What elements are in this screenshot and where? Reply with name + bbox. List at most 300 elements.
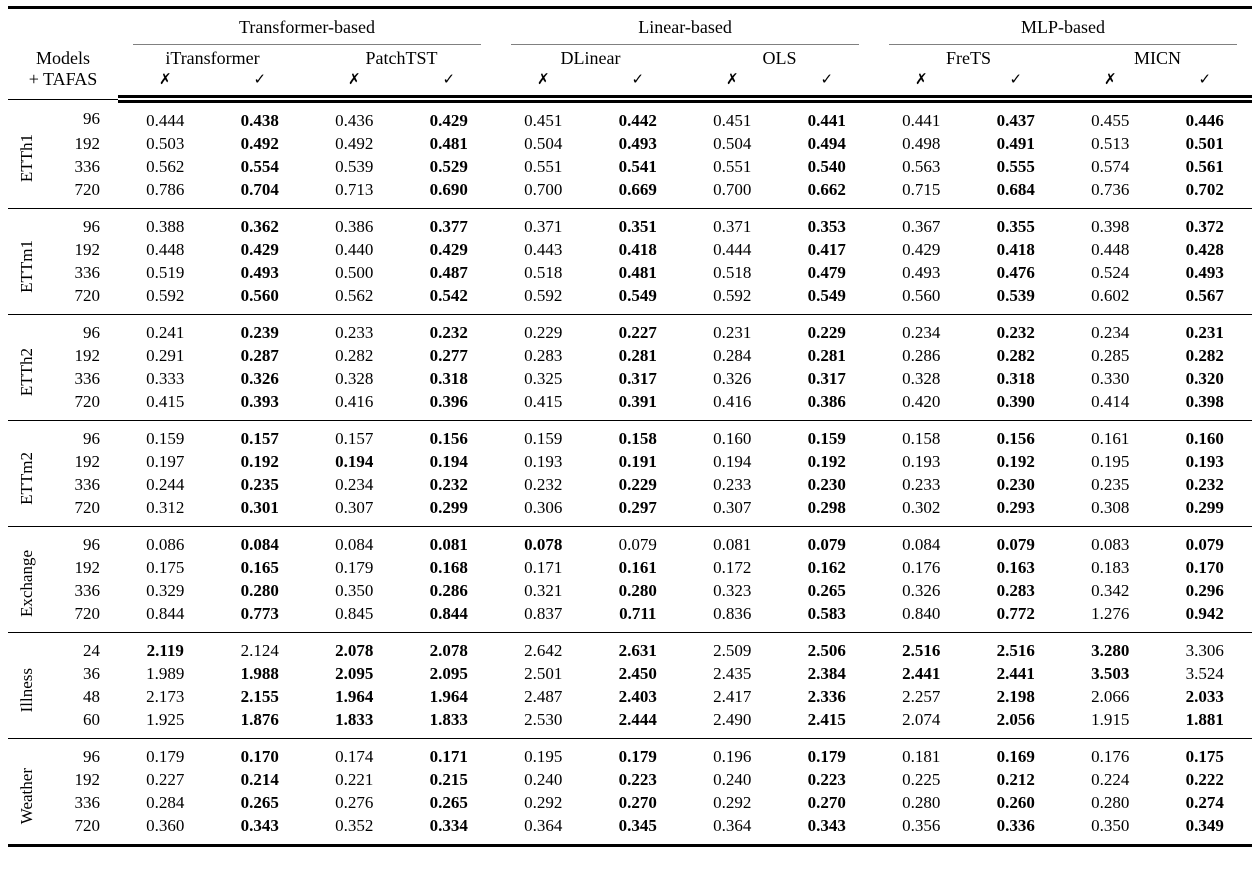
group-header-row — [8, 8, 1252, 47]
value-cell: 0.301 — [240, 498, 279, 517]
horizon-cell: 336 — [74, 475, 100, 494]
value-cell: 2.506 — [807, 641, 846, 660]
horizon-cell: 96 — [83, 429, 100, 448]
value-cell: 2.631 — [618, 641, 657, 660]
value-cell: 3.524 — [1185, 664, 1224, 683]
table-row — [8, 239, 1252, 262]
value-cell: 0.230 — [807, 475, 846, 494]
value-cell: 0.179 — [807, 747, 846, 766]
table-row — [8, 156, 1252, 179]
value-cell: 0.690 — [429, 180, 468, 199]
value-cell: 0.360 — [146, 816, 185, 835]
value-cell: 0.583 — [807, 604, 846, 623]
value-cell: 0.444 — [713, 240, 752, 259]
value-cell: 0.551 — [713, 157, 752, 176]
value-cell: 0.214 — [240, 770, 279, 789]
value-cell: 0.232 — [996, 323, 1035, 342]
value-cell: 0.224 — [1091, 770, 1130, 789]
horizon-cell: 336 — [74, 157, 100, 176]
value-cell: 2.336 — [807, 687, 846, 706]
dataset-group-ettm1 — [8, 209, 1252, 315]
value-cell: 0.323 — [713, 581, 752, 600]
value-cell: 0.342 — [1091, 581, 1130, 600]
value-cell: 0.592 — [146, 286, 185, 305]
value-cell: 0.592 — [524, 286, 563, 305]
table-row — [8, 580, 1252, 603]
value-cell: 0.170 — [1185, 558, 1224, 577]
value-cell: 0.493 — [1185, 263, 1224, 282]
value-cell: 0.293 — [996, 498, 1035, 517]
value-cell: 0.171 — [429, 747, 468, 766]
value-cell: 2.642 — [524, 641, 563, 660]
value-cell: 0.307 — [335, 498, 374, 517]
table-row — [8, 709, 1252, 739]
value-cell: 0.232 — [429, 475, 468, 494]
value-cell: 1.833 — [335, 710, 374, 729]
horizon-cell: 720 — [74, 180, 100, 199]
value-cell: 0.171 — [524, 558, 563, 577]
value-cell: 0.265 — [807, 581, 846, 600]
value-cell: 0.386 — [807, 392, 846, 411]
model-header-itransformer: iTransformer — [165, 48, 260, 68]
value-cell: 0.845 — [335, 604, 374, 623]
value-cell: 0.280 — [1091, 793, 1130, 812]
value-cell: 2.078 — [335, 641, 374, 660]
table-row — [8, 315, 1252, 345]
value-cell: 0.277 — [429, 346, 468, 365]
value-cell: 0.179 — [335, 558, 374, 577]
value-cell: 0.326 — [713, 369, 752, 388]
horizon-cell: 192 — [74, 770, 100, 789]
value-cell: 2.487 — [524, 687, 563, 706]
group-label: Transformer-based — [239, 17, 375, 37]
value-cell: 2.501 — [524, 664, 563, 683]
value-cell: 0.451 — [524, 111, 563, 130]
value-cell: 0.231 — [1185, 323, 1224, 342]
value-cell: 0.086 — [146, 535, 185, 554]
value-cell: 0.156 — [996, 429, 1035, 448]
horizon-cell: 336 — [74, 581, 100, 600]
dataset-label: ETTh2 — [17, 347, 36, 397]
value-cell: 0.377 — [429, 217, 468, 236]
value-cell: 0.504 — [713, 134, 752, 153]
group-header-transformer-based — [118, 8, 496, 47]
value-cell: 0.844 — [146, 604, 185, 623]
horizon-cell: 336 — [74, 263, 100, 282]
value-cell: 0.276 — [335, 793, 374, 812]
value-cell: 0.561 — [1185, 157, 1224, 176]
value-cell: 0.351 — [618, 217, 657, 236]
value-cell: 0.529 — [429, 157, 468, 176]
value-cell: 0.265 — [240, 793, 279, 812]
table-row — [8, 391, 1252, 421]
horizon-cell: 96 — [83, 747, 100, 766]
value-cell: 0.172 — [713, 558, 752, 577]
value-cell: 0.181 — [902, 747, 941, 766]
horizon-cell: 192 — [74, 558, 100, 577]
value-cell: 2.516 — [996, 641, 1035, 660]
value-cell: 0.081 — [429, 535, 468, 554]
value-cell: 0.192 — [807, 452, 846, 471]
horizon-cell: 720 — [74, 498, 100, 517]
value-cell: 0.415 — [146, 392, 185, 411]
value-cell: 0.265 — [429, 793, 468, 812]
value-cell: 0.222 — [1185, 770, 1224, 789]
value-cell: 0.418 — [618, 240, 657, 259]
value-cell: 0.362 — [240, 217, 279, 236]
value-cell: 0.183 — [1091, 558, 1130, 577]
value-cell: 0.318 — [429, 369, 468, 388]
results-table — [8, 6, 1252, 847]
value-cell: 0.418 — [996, 240, 1035, 259]
value-cell: 0.349 — [1185, 816, 1224, 835]
value-cell: 0.298 — [807, 498, 846, 517]
value-cell: 0.398 — [1091, 217, 1130, 236]
table-row — [8, 262, 1252, 285]
value-cell: 0.326 — [902, 581, 941, 600]
value-cell: 0.493 — [618, 134, 657, 153]
value-cell: 0.448 — [146, 240, 185, 259]
value-cell: 0.479 — [807, 263, 846, 282]
value-cell: 0.079 — [807, 535, 846, 554]
value-cell: 0.700 — [713, 180, 752, 199]
value-cell: 2.384 — [807, 664, 846, 683]
value-cell: 0.702 — [1185, 180, 1224, 199]
value-cell: 0.567 — [1185, 286, 1224, 305]
value-cell: 0.711 — [619, 604, 657, 623]
with-tafas-icon: ✓ — [969, 70, 1064, 99]
value-cell: 0.225 — [902, 770, 941, 789]
model-header-dlinear: DLinear — [560, 48, 621, 68]
value-cell: 0.281 — [807, 346, 846, 365]
value-cell: 0.215 — [429, 770, 468, 789]
table-row — [8, 179, 1252, 209]
value-cell: 0.429 — [240, 240, 279, 259]
value-cell: 0.306 — [524, 498, 563, 517]
group-header-linear-based — [496, 8, 874, 47]
value-cell: 0.292 — [524, 793, 563, 812]
value-cell: 0.232 — [524, 475, 563, 494]
value-cell: 0.280 — [618, 581, 657, 600]
value-cell: 0.326 — [240, 369, 279, 388]
value-cell: 0.229 — [618, 475, 657, 494]
horizon-cell: 36 — [83, 664, 100, 683]
value-cell: 1.925 — [146, 710, 185, 729]
value-cell: 0.662 — [807, 180, 846, 199]
value-cell: 2.198 — [996, 687, 1035, 706]
value-cell: 0.084 — [335, 535, 374, 554]
dataset-label: ETTh1 — [17, 134, 36, 183]
value-cell: 0.343 — [807, 816, 846, 835]
value-cell: 2.450 — [618, 664, 657, 683]
value-cell: 0.291 — [146, 346, 185, 365]
no-tafas-icon: ✗ — [685, 70, 780, 99]
value-cell: 0.084 — [240, 535, 279, 554]
value-cell: 0.518 — [713, 263, 752, 282]
horizon-cell: 96 — [83, 217, 100, 236]
value-cell: 2.403 — [618, 687, 657, 706]
no-tafas-icon: ✗ — [496, 70, 591, 99]
value-cell: 0.193 — [902, 452, 941, 471]
value-cell: 0.704 — [240, 180, 279, 199]
horizon-cell: 24 — [83, 641, 100, 660]
horizon-cell: 336 — [74, 369, 100, 388]
value-cell: 0.270 — [807, 793, 846, 812]
table-row — [8, 368, 1252, 391]
horizon-cell: 720 — [74, 604, 100, 623]
dataset-label: ETTm1 — [17, 239, 36, 293]
table-row — [8, 527, 1252, 557]
value-cell: 0.539 — [996, 286, 1035, 305]
value-cell: 0.772 — [996, 604, 1035, 623]
value-cell: 0.503 — [146, 134, 185, 153]
value-cell: 0.081 — [713, 535, 752, 554]
value-cell: 0.078 — [524, 535, 563, 554]
value-cell: 0.299 — [1185, 498, 1224, 517]
value-cell: 0.442 — [618, 111, 657, 130]
value-cell: 0.481 — [618, 263, 657, 282]
value-cell: 0.223 — [618, 770, 657, 789]
value-cell: 0.169 — [996, 747, 1035, 766]
value-cell: 1.881 — [1185, 710, 1224, 729]
value-cell: 0.786 — [146, 180, 185, 199]
with-tafas-icon: ✓ — [780, 70, 875, 99]
value-cell: 0.554 — [240, 157, 279, 176]
value-cell: 0.317 — [807, 369, 846, 388]
value-cell: 0.223 — [807, 770, 846, 789]
value-cell: 0.451 — [713, 111, 752, 130]
value-cell: 0.192 — [240, 452, 279, 471]
model-header-frets: FreTS — [946, 48, 992, 68]
value-cell: 0.227 — [146, 770, 185, 789]
value-cell: 0.334 — [429, 816, 468, 835]
value-cell: 0.498 — [902, 134, 941, 153]
value-cell: 0.356 — [902, 816, 941, 835]
value-cell: 0.195 — [1091, 452, 1130, 471]
with-tafas-icon: ✓ — [213, 70, 308, 99]
value-cell: 0.240 — [524, 770, 563, 789]
value-cell: 0.270 — [618, 793, 657, 812]
value-cell: 0.175 — [1185, 747, 1224, 766]
value-cell: 0.176 — [902, 558, 941, 577]
value-cell: 0.320 — [1185, 369, 1224, 388]
value-cell: 0.684 — [996, 180, 1035, 199]
value-cell: 0.274 — [1185, 793, 1224, 812]
dataset-group-etth2 — [8, 315, 1252, 421]
value-cell: 0.416 — [713, 392, 752, 411]
value-cell: 0.492 — [240, 134, 279, 153]
value-cell: 0.493 — [902, 263, 941, 282]
value-cell: 0.292 — [713, 793, 752, 812]
value-cell: 0.386 — [335, 217, 374, 236]
value-cell: 0.234 — [335, 475, 374, 494]
dataset-label: ETTm2 — [17, 451, 36, 505]
value-cell: 1.988 — [240, 664, 279, 683]
dataset-group-illness — [8, 633, 1252, 739]
value-cell: 0.283 — [524, 346, 563, 365]
value-cell: 0.840 — [902, 604, 941, 623]
value-cell: 0.429 — [902, 240, 941, 259]
value-cell: 2.435 — [713, 664, 752, 683]
value-cell: 3.503 — [1091, 664, 1130, 683]
value-cell: 0.420 — [902, 392, 941, 411]
value-cell: 2.095 — [429, 664, 468, 683]
value-cell: 0.549 — [618, 286, 657, 305]
group-underline — [889, 44, 1237, 45]
value-cell: 2.033 — [1185, 687, 1224, 706]
value-cell: 0.163 — [996, 558, 1035, 577]
value-cell: 0.196 — [713, 747, 752, 766]
value-cell: 0.241 — [146, 323, 185, 342]
models-label-line2: + TAFAS — [28, 68, 98, 89]
value-cell: 0.230 — [996, 475, 1035, 494]
value-cell: 0.364 — [713, 816, 752, 835]
value-cell: 0.487 — [429, 263, 468, 282]
horizon-cell: 96 — [83, 323, 100, 342]
value-cell: 0.429 — [429, 111, 468, 130]
table-row — [8, 209, 1252, 239]
dataset-group-exchange — [8, 527, 1252, 633]
value-cell: 2.056 — [996, 710, 1035, 729]
table-row — [8, 603, 1252, 633]
value-cell: 0.321 — [524, 581, 563, 600]
value-cell: 0.317 — [618, 369, 657, 388]
dataset-group-etth1 — [8, 99, 1252, 209]
value-cell: 0.285 — [1091, 346, 1130, 365]
value-cell: 2.530 — [524, 710, 563, 729]
paper-table-figure — [8, 6, 1252, 847]
value-cell: 0.602 — [1091, 286, 1130, 305]
value-cell: 0.476 — [996, 263, 1035, 282]
value-cell: 0.836 — [713, 604, 752, 623]
value-cell: 0.176 — [1091, 747, 1130, 766]
value-cell: 2.119 — [146, 641, 184, 660]
value-cell: 0.481 — [429, 134, 468, 153]
models-label-line1: Models — [36, 47, 90, 68]
value-cell: 0.444 — [146, 111, 185, 130]
value-cell: 0.159 — [524, 429, 563, 448]
value-cell: 0.194 — [713, 452, 752, 471]
table-row — [8, 663, 1252, 686]
table-row — [8, 285, 1252, 315]
value-cell: 0.562 — [146, 157, 185, 176]
value-cell: 0.539 — [335, 157, 374, 176]
value-cell: 0.700 — [524, 180, 563, 199]
value-cell: 0.158 — [902, 429, 941, 448]
value-cell: 0.244 — [146, 475, 185, 494]
value-cell: 0.440 — [335, 240, 374, 259]
value-cell: 0.415 — [524, 392, 563, 411]
value-cell: 1.876 — [240, 710, 279, 729]
value-cell: 0.736 — [1091, 180, 1130, 199]
value-cell: 0.390 — [996, 392, 1035, 411]
value-cell: 0.194 — [335, 452, 374, 471]
value-cell: 0.513 — [1091, 134, 1130, 153]
value-cell: 0.942 — [1185, 604, 1224, 623]
value-cell: 0.353 — [807, 217, 846, 236]
value-cell: 2.078 — [429, 641, 468, 660]
value-cell: 0.179 — [618, 747, 657, 766]
value-cell: 0.669 — [618, 180, 657, 199]
value-cell: 0.437 — [996, 111, 1035, 130]
horizon-cell: 60 — [83, 710, 100, 729]
table-row — [8, 421, 1252, 451]
value-cell: 0.227 — [618, 323, 657, 342]
value-cell: 0.367 — [902, 217, 941, 236]
value-cell: 0.233 — [902, 475, 941, 494]
value-cell: 0.168 — [429, 558, 468, 577]
value-cell: 2.441 — [996, 664, 1035, 683]
value-cell: 0.391 — [618, 392, 657, 411]
value-cell: 0.560 — [902, 286, 941, 305]
value-cell: 0.234 — [1091, 323, 1130, 342]
value-cell: 0.773 — [240, 604, 279, 623]
value-cell: 0.307 — [713, 498, 752, 517]
value-cell: 1.833 — [429, 710, 468, 729]
value-cell: 2.173 — [146, 687, 185, 706]
value-cell: 0.280 — [902, 793, 941, 812]
value-cell: 0.284 — [713, 346, 752, 365]
value-cell: 3.306 — [1185, 641, 1224, 660]
value-cell: 0.837 — [524, 604, 563, 623]
value-cell: 0.297 — [618, 498, 657, 517]
horizon-cell: 48 — [83, 687, 100, 706]
value-cell: 0.161 — [1091, 429, 1130, 448]
value-cell: 0.221 — [335, 770, 374, 789]
table-row — [8, 497, 1252, 527]
value-cell: 0.282 — [996, 346, 1035, 365]
table-row — [8, 815, 1252, 846]
value-cell: 2.074 — [902, 710, 941, 729]
horizon-cell: 720 — [74, 816, 100, 835]
value-cell: 0.193 — [524, 452, 563, 471]
value-cell: 0.371 — [713, 217, 752, 236]
value-cell: 0.715 — [902, 180, 941, 199]
value-cell: 0.446 — [1185, 111, 1224, 130]
value-cell: 0.079 — [1185, 535, 1224, 554]
value-cell: 0.160 — [713, 429, 752, 448]
table-row — [8, 451, 1252, 474]
value-cell: 0.286 — [902, 346, 941, 365]
table-row — [8, 474, 1252, 497]
dataset-label: Exchange — [17, 550, 36, 618]
value-cell: 0.336 — [996, 816, 1035, 835]
value-cell: 0.232 — [429, 323, 468, 342]
value-cell: 0.414 — [1091, 392, 1130, 411]
value-cell: 2.257 — [902, 687, 941, 706]
value-cell: 0.191 — [618, 452, 657, 471]
value-cell: 0.296 — [1185, 581, 1224, 600]
value-cell: 0.329 — [146, 581, 185, 600]
models-tafas-label — [8, 46, 118, 99]
table-row — [8, 99, 1252, 133]
value-cell: 1.964 — [335, 687, 374, 706]
with-tafas-icon: ✓ — [591, 70, 686, 99]
value-cell: 0.355 — [996, 217, 1035, 236]
value-cell: 0.540 — [807, 157, 846, 176]
value-cell: 0.563 — [902, 157, 941, 176]
table-row — [8, 633, 1252, 663]
horizon-cell: 336 — [74, 793, 100, 812]
table-row — [8, 792, 1252, 815]
model-header-patchtst: PatchTST — [365, 48, 438, 68]
value-cell: 0.302 — [902, 498, 941, 517]
value-cell: 0.079 — [996, 535, 1035, 554]
value-cell: 0.438 — [240, 111, 279, 130]
table-row — [8, 739, 1252, 769]
value-cell: 0.333 — [146, 369, 185, 388]
value-cell: 0.844 — [429, 604, 468, 623]
